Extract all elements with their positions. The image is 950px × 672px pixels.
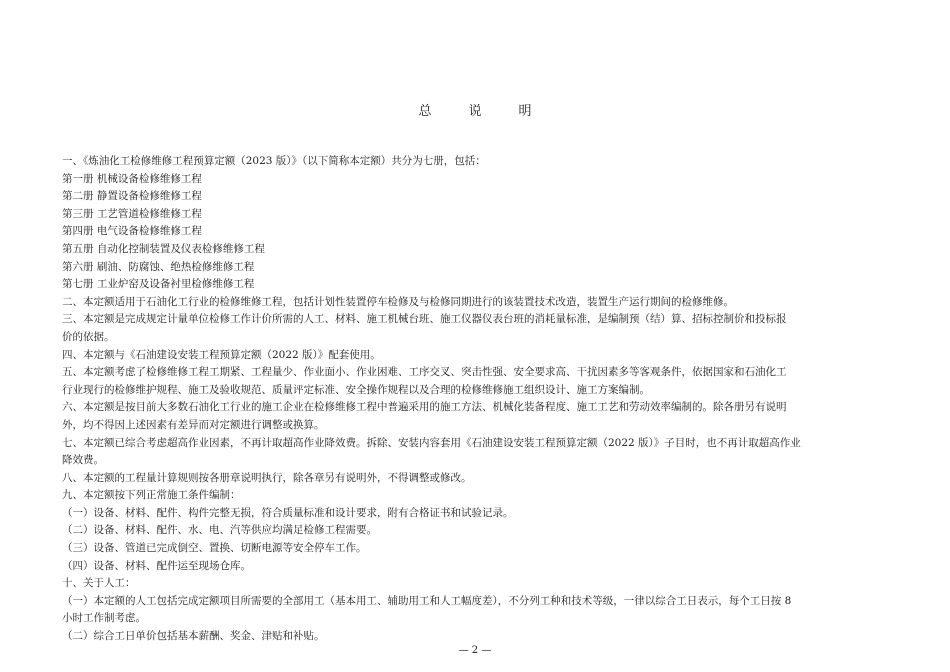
volume-item: 第二册 静置设备检修维修工程: [62, 190, 202, 203]
page-title: 总 说 明: [418, 104, 544, 119]
paragraph-3: [62, 311, 888, 346]
paragraph-line: 价的依据。: [62, 330, 115, 343]
document-body: [62, 153, 888, 646]
paragraph-line: 四、本定额与《石油建设安装工程预算定额（2022 版）》配套使用。: [62, 348, 381, 361]
volume-item: 第一册 机械设备检修维修工程: [62, 172, 202, 185]
paragraph-line: 二、本定额适用于石油化工行业的检修维修工程，包括计划性装置停车检修及与检修同期进行的该装置技术改造，装置生产运行期间的检修维修。: [62, 295, 734, 308]
paragraph-line: （二）综合工日单价包括基本薪酬、奖金、津贴和补贴。: [62, 630, 325, 643]
paragraph-line: 行业现行的检修维护规程、施工及验收规范、质量评定标准、安全操作规程以及合理的检修维修施工组织设计、施工方案编制。: [62, 383, 650, 396]
paragraph-line: 小时工作制考虑。: [62, 612, 146, 625]
paragraph-9: [62, 487, 888, 505]
paragraph-line: （三）设备、管道已完成倒空、置换、切断电源等安全停车工作。: [62, 542, 367, 555]
paragraph-5: [62, 364, 888, 399]
paragraph-7: [62, 435, 888, 470]
condition-4: [62, 558, 888, 576]
paragraph-line: （一）本定额的人工包括完成定额项目所需要的全部用工（基本用工、辅助用工和人工幅度差），不分列工种和技术等级，一律以综合工日表示，每个工日按 8: [62, 594, 792, 607]
condition-3: [62, 540, 888, 558]
paragraph-line: 五、本定额考虑了检修维修工程工期紧、工程量少、作业面小、作业困难、工序交叉、突击性强、安全要求高、干扰因素多等客观条件，依据国家和石油化工: [62, 366, 787, 379]
volume-item: 第七册 工业炉窑及设备衬里检修维修工程: [62, 278, 255, 291]
paragraph-line: 六、本定额是按目前大多数石油化工行业的施工企业在检修维修工程中普遍采用的施工方法、机械化装备程度、施工工艺和劳动效率编制的。除各册另有说明: [62, 401, 787, 414]
paragraph-2: [62, 294, 888, 312]
paragraph-line: 十、关于人工：: [62, 577, 136, 590]
paragraph-line: （二）设备、材料、配件、水、电、汽等供应均满足检修工程需要。: [62, 524, 377, 537]
paragraph-line: 三、本定额是完成规定计量单位检修工作计价所需的人工、材料、施工机械台班、施工仪器仪表台班的消耗量标准，是编制预（结）算、招标控制价和投标报: [62, 313, 787, 326]
paragraph-10: [62, 575, 888, 593]
paragraph-line: 七、本定额已综合考虑超高作业因素，不再计取超高作业降效费。拆除、安装内容套用《石油建设安装工程预算定额（2022 版）》子目时，也不再计取超高作业: [62, 436, 801, 449]
volume-item: 第四册 电气设备检修维修工程: [62, 225, 202, 238]
paragraph-line: 八、本定额的工程量计算规则按各册章说明执行，除各章另有说明外，不得调整或修改。: [62, 471, 472, 484]
volume-item: 第三册 工艺管道检修维修工程: [62, 207, 202, 220]
labor-1: [62, 593, 888, 628]
paragraph-line: （一）设备、材料、配件、构件完整无损，符合质量标准和设计要求，附有合格证书和试验记录。: [62, 506, 514, 519]
paragraph-line: （四）设备、材料、配件运至现场仓库。: [62, 559, 251, 572]
paragraph-6: [62, 399, 888, 434]
paragraph-line: 外，均不得因上述因素有差异而对定额进行调整或换算。: [62, 418, 325, 431]
volume-item: 第六册 刷油、防腐蚀、绝热检修维修工程: [62, 260, 255, 273]
intro-line: 一、《炼油化工检修维修工程预算定额（2023 版）》（以下简称本定额）共分为七册，包括：: [62, 155, 486, 167]
paragraph-line: 降效费。: [62, 454, 104, 467]
paragraph-line: 九、本定额按下列正常施工条件编制：: [62, 489, 241, 502]
page-number: — 2 —: [458, 645, 492, 656]
labor-2: [62, 628, 888, 646]
paragraph-4: [62, 347, 888, 365]
paragraph-8: [62, 470, 888, 488]
condition-1: [62, 505, 888, 523]
condition-2: [62, 522, 888, 540]
volume-item: 第五册 自动化控制装置及仪表检修维修工程: [62, 242, 265, 255]
volume-list: [62, 171, 888, 294]
